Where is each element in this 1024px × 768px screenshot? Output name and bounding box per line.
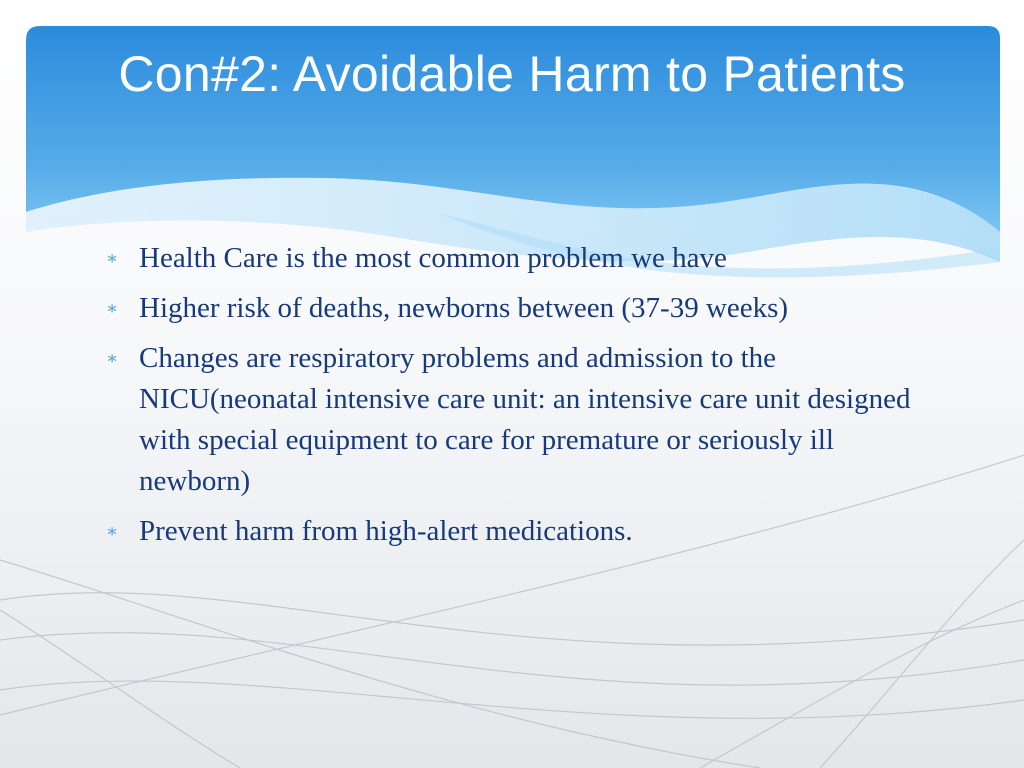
slide-title: Con#2: Avoidable Harm to Patients <box>118 46 906 102</box>
bullet-text: Changes are respiratory problems and admission to the NICU(neonatal intensive care unit: an intensive care unit designed with special equipment to care for premature or seriously ill newborn) <box>139 342 911 497</box>
bullet-text: Health Care is the most common problem we have <box>139 242 727 274</box>
asterisk-bullet-icon: ∗ <box>106 298 119 318</box>
asterisk-bullet-icon: ∗ <box>106 521 119 541</box>
bullet-item <box>106 338 936 502</box>
bullet-item <box>106 238 936 279</box>
bullet-item <box>106 511 936 552</box>
bullet-item <box>106 288 936 329</box>
bullet-text: Prevent harm from high-alert medications. <box>139 515 633 547</box>
bullet-text: Higher risk of deaths, newborns between (37-39 weeks) <box>139 292 789 324</box>
asterisk-bullet-icon: ∗ <box>106 248 119 268</box>
asterisk-bullet-icon: ∗ <box>106 348 119 368</box>
bullet-list <box>106 238 936 561</box>
